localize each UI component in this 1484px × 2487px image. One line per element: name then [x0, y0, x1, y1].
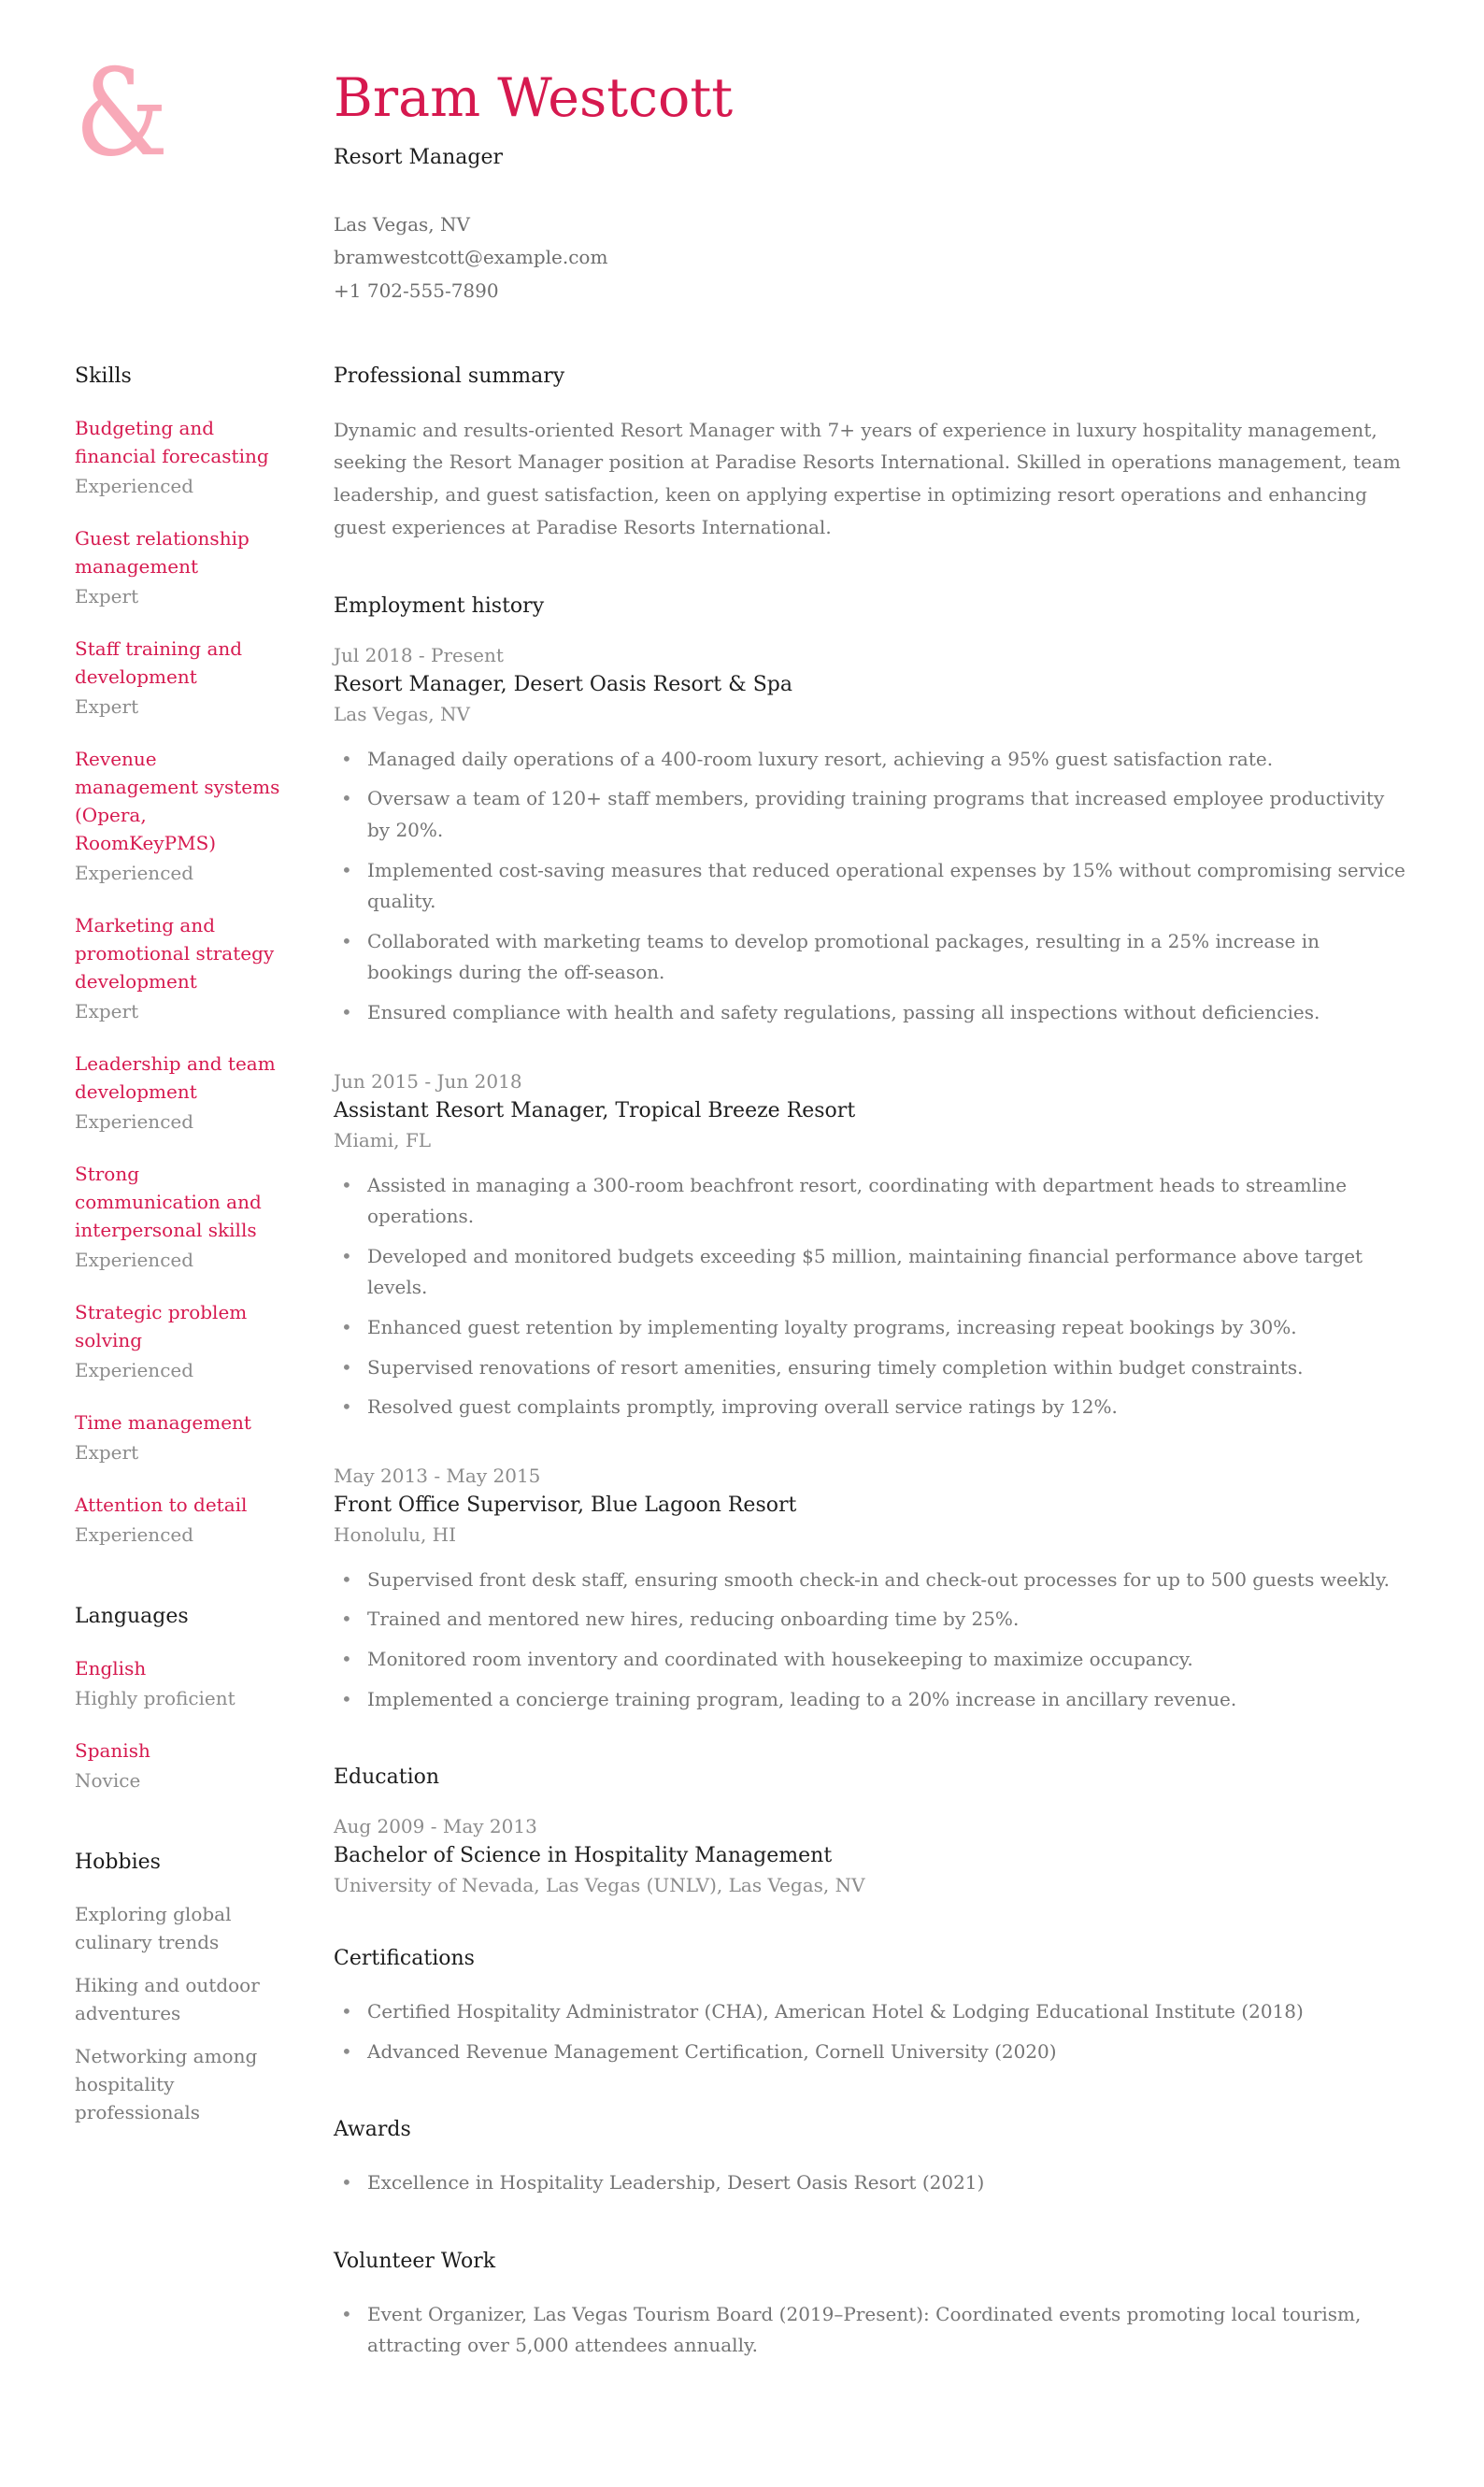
skill-name: Staff training and development — [75, 636, 243, 688]
skill-level: Expert — [75, 999, 139, 1022]
candidate-name: Bram Westcott — [334, 67, 734, 129]
job-entry — [334, 644, 1409, 1029]
skill-item — [75, 635, 282, 721]
job-dates: Jun 2015 - Jun 2018 — [334, 1069, 522, 1093]
job-dates: Jul 2018 - Present — [334, 643, 504, 666]
job-title: Assistant Resort Manager, Tropical Breeze Resort — [334, 1098, 856, 1122]
language-level: Highly proficient — [75, 1686, 235, 1709]
main-column — [334, 364, 1409, 2412]
skill-level: Experienced — [75, 474, 194, 497]
employment-heading: Employment history — [334, 593, 545, 618]
languages-heading: Languages — [75, 1604, 189, 1628]
awards-heading: Awards — [334, 2118, 411, 2142]
hobbies-heading: Hobbies — [75, 1850, 161, 1874]
job-title: Front Office Supervisor, Blue Lagoon Resort — [334, 1493, 797, 1517]
contact-location: Las Vegas, NV — [334, 212, 470, 236]
language-item — [75, 1737, 282, 1794]
summary-section — [334, 364, 1409, 544]
awards-section — [334, 2118, 1409, 2199]
job-entry — [334, 1070, 1409, 1423]
job-location: Honolulu, HI — [334, 1522, 457, 1546]
volunteer-heading: Volunteer Work — [334, 2249, 496, 2273]
job-bullet: • Ensured compliance with health and safety regulations, passing all inspections without deficiencies. — [334, 997, 1409, 1029]
summary-text: Dynamic and results-oriented Resort Manager with 7+ years of experience in luxury hospitality management, seeking the Resort Manager position at Paradise Resorts International. Skilled in operations management, team leadership, and guest satisfaction, keen on applying expertise in optimizing resort operations and enhancing guest experiences at Paradise Resorts International. — [334, 418, 1401, 539]
skills-section — [75, 364, 282, 1549]
skill-level: Experienced — [75, 1109, 194, 1133]
volunteer-list — [334, 2299, 1409, 2362]
skill-name: Leadership and team development — [75, 1051, 276, 1103]
skill-item — [75, 745, 282, 887]
contact-email: bramwestcott@example.com — [334, 246, 608, 269]
job-bullet: • Collaborated with marketing teams to develop promotional packages, resulting in a 25% increase in bookings during the off-season. — [334, 926, 1409, 989]
job-bullet: • Implemented cost-saving measures that reduced operational expenses by 15% without compromising service quality. — [334, 855, 1409, 918]
certification-item: • Certified Hospitality Administrator (CHA), American Hotel & Lodging Educational Institute (2018) — [334, 1996, 1409, 2028]
award-list — [334, 2167, 1409, 2199]
summary-heading: Professional summary — [334, 364, 565, 388]
skills-heading: Skills — [75, 364, 132, 388]
languages-section — [75, 1605, 282, 1794]
job-bullet: • Enhanced guest retention by implementing loyalty programs, increasing repeat bookings by 30%. — [334, 1312, 1409, 1344]
skill-name: Budgeting and financial forecasting — [75, 416, 269, 467]
award-item: • Excellence in Hospitality Leadership, Desert Oasis Resort (2021) — [334, 2167, 1409, 2199]
skill-item — [75, 524, 282, 610]
education-entry — [334, 1815, 1409, 1896]
job-location: Miami, FL — [334, 1128, 432, 1151]
skill-name: Guest relationship management — [75, 526, 250, 578]
certification-list — [334, 1996, 1409, 2067]
employment-section — [334, 594, 1409, 1715]
education-heading: Education — [334, 1765, 440, 1790]
hobby-item: Exploring global culinary trends — [75, 1902, 232, 1953]
certifications-section — [334, 1947, 1409, 2067]
ampersand-logo-icon: & — [75, 44, 169, 183]
language-name: Spanish — [75, 1738, 150, 1762]
skill-level: Expert — [75, 694, 139, 718]
certifications-heading: Certifications — [334, 1947, 475, 1971]
job-bullet: • Trained and mentored new hires, reducing onboarding time by 25%. — [334, 1604, 1409, 1636]
job-bullet: • Monitored room inventory and coordinated with housekeeping to maximize occupancy. — [334, 1644, 1409, 1676]
volunteer-section — [334, 2250, 1409, 2362]
job-bullet-list — [334, 1170, 1409, 1423]
certification-item: • Advanced Revenue Management Certification, Cornell University (2020) — [334, 2037, 1409, 2068]
skill-item — [75, 1408, 282, 1466]
skill-item — [75, 414, 282, 500]
language-level: Novice — [75, 1768, 141, 1792]
header-identity — [334, 65, 1409, 308]
skill-level: Experienced — [75, 1358, 194, 1381]
job-bullet-list — [334, 1565, 1409, 1715]
education-school: University of Nevada, Las Vegas (UNLV), Las Vegas, NV — [334, 1874, 865, 1897]
candidate-job-title: Resort Manager — [334, 145, 504, 169]
education-dates: Aug 2009 - May 2013 — [334, 1815, 537, 1838]
skill-item — [75, 1298, 282, 1384]
job-dates: May 2013 - May 2015 — [334, 1464, 541, 1487]
resume-body — [75, 364, 1409, 2412]
skill-level: Expert — [75, 1440, 139, 1464]
skill-level: Experienced — [75, 861, 194, 884]
skill-name: Revenue management systems (Opera, RoomKeyPMS) — [75, 747, 280, 854]
hobby-item: Hiking and outdoor adventures — [75, 1973, 260, 2024]
skill-level: Experienced — [75, 1522, 194, 1546]
job-title: Resort Manager, Desert Oasis Resort & Spa — [334, 672, 792, 696]
education-section — [334, 1765, 1409, 1896]
contact-phone: +1 702-555-7890 — [334, 279, 499, 303]
skill-name: Marketing and promotional strategy development — [75, 913, 275, 993]
skill-item — [75, 1050, 282, 1136]
sidebar — [75, 364, 282, 2412]
job-location: Las Vegas, NV — [334, 702, 470, 725]
contact-block — [334, 208, 1409, 308]
skill-level: Expert — [75, 584, 139, 607]
job-bullet: • Managed daily operations of a 400-room luxury resort, achieving a 95% guest satisfaction rate. — [334, 744, 1409, 776]
education-degree: Bachelor of Science in Hospitality Management — [334, 1844, 833, 1868]
language-item — [75, 1654, 282, 1712]
job-bullet: • Supervised front desk staff, ensuring smooth check-in and check-out processes for up to 500 guests weekly. — [334, 1565, 1409, 1596]
job-bullet: • Assisted in managing a 300-room beachfront resort, coordinating with department heads to streamline operations. — [334, 1170, 1409, 1233]
resume-header — [75, 44, 1409, 308]
volunteer-item: • Event Organizer, Las Vegas Tourism Board (2019–Present): Coordinated events promoting local tourism, attracting over 5,000 attendees annually. — [334, 2299, 1409, 2362]
job-bullet: • Resolved guest complaints promptly, improving overall service ratings by 12%. — [334, 1392, 1409, 1423]
hobby-item: Networking among hospitality professionals — [75, 2044, 258, 2123]
hobbies-section — [75, 1851, 282, 2126]
skill-item — [75, 1491, 282, 1549]
job-bullet: • Oversaw a team of 120+ staff members, providing training programs that increased employee productivity by 20%. — [334, 783, 1409, 846]
job-bullet: • Implemented a concierge training program, leading to a 20% increase in ancillary revenue. — [334, 1684, 1409, 1716]
skill-name: Time management — [75, 1410, 251, 1434]
job-entry — [334, 1465, 1409, 1715]
job-bullet-list — [334, 744, 1409, 1029]
language-name: English — [75, 1656, 147, 1679]
job-bullet: • Developed and monitored budgets exceeding $5 million, maintaining financial performance above target levels. — [334, 1241, 1409, 1304]
skill-item — [75, 911, 282, 1025]
skill-item — [75, 1160, 282, 1274]
skill-level: Experienced — [75, 1248, 194, 1271]
brand-logo — [75, 44, 282, 308]
skill-name: Strong communication and interpersonal skills — [75, 1162, 262, 1241]
job-bullet: • Supervised renovations of resort amenities, ensuring timely completion within budget constraints. — [334, 1352, 1409, 1384]
skill-name: Attention to detail — [75, 1493, 248, 1516]
skill-name: Strategic problem solving — [75, 1300, 248, 1351]
